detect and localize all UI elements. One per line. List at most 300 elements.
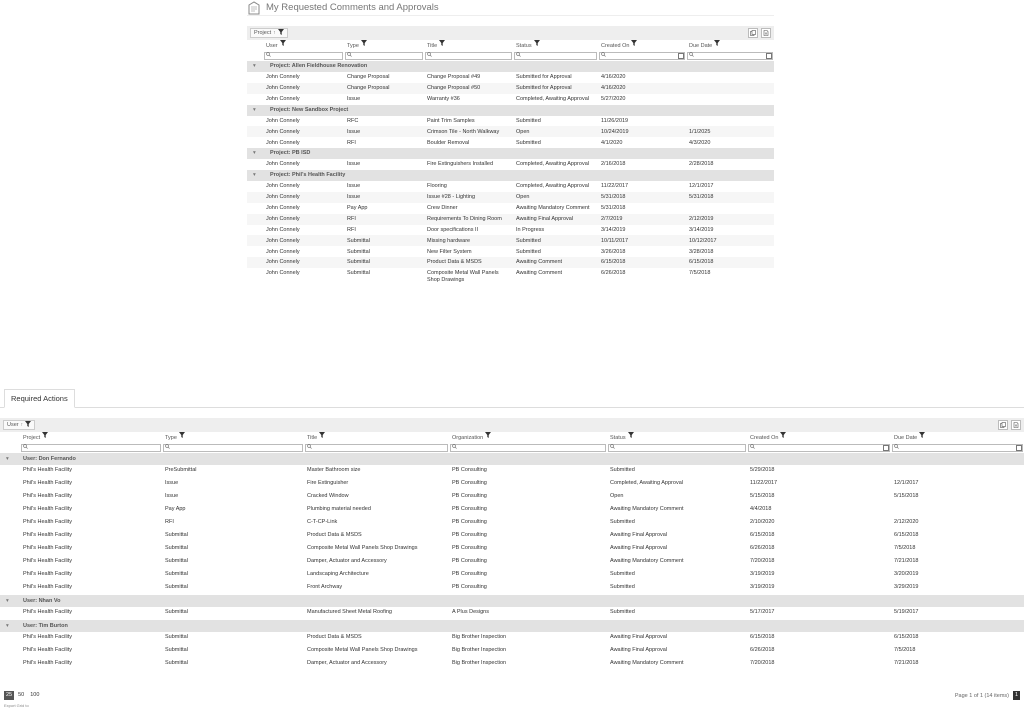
cell-organization: PB Consulting xyxy=(449,569,607,582)
cell-organization: PB Consulting xyxy=(449,517,607,530)
cell-type: Submittal xyxy=(162,569,304,582)
search-icon xyxy=(427,52,432,59)
table-row[interactable] xyxy=(0,465,1024,478)
column-header-user[interactable] xyxy=(263,40,344,52)
cell-status: Open xyxy=(607,491,747,504)
cell-due-date: 4/3/2020 xyxy=(686,137,774,148)
cell-title-link[interactable]: Cracked Window xyxy=(304,491,449,504)
cell-created-on: 5/17/2017 xyxy=(750,608,775,615)
search-icon xyxy=(23,444,28,451)
cell-user: John Connely xyxy=(263,83,344,94)
sort-up-icon: ↑ xyxy=(273,30,276,36)
cell-due-date: 7/21/2018 xyxy=(894,557,919,564)
group-row[interactable] xyxy=(247,105,774,116)
cell-title-link[interactable]: Composite Metal Wall Panels Shop Drawings xyxy=(424,268,513,285)
filter-type-input[interactable] xyxy=(345,52,423,60)
tab-strip xyxy=(0,389,1024,408)
cell-type: Pay App xyxy=(344,203,424,214)
cell-title-link[interactable]: Manufactured Sheet Metal Roofing xyxy=(307,608,392,615)
cell-project: Phil's Health Facility xyxy=(20,543,162,556)
required-actions-grid xyxy=(0,432,1024,671)
column-header-label: Title xyxy=(307,434,318,441)
table-row[interactable] xyxy=(247,203,774,214)
cell-created-on: 4/4/2018 xyxy=(750,505,772,512)
column-header-type[interactable] xyxy=(344,40,424,52)
group-chip-user[interactable] xyxy=(3,420,35,430)
filter-created-on-input[interactable] xyxy=(748,444,890,452)
tab-required-actions[interactable]: Required Actions xyxy=(4,389,75,408)
cell-type: Issue xyxy=(162,491,304,504)
cell-due-date: 3/20/2019 xyxy=(891,569,1024,582)
cell-title-link[interactable]: Damper, Actuator and Accessory xyxy=(307,659,387,666)
filter-icon[interactable] xyxy=(42,432,48,443)
row-spacer xyxy=(0,645,20,658)
filter-due-date-input[interactable] xyxy=(892,444,1023,452)
filter-project-input[interactable] xyxy=(21,444,161,452)
group-panel xyxy=(247,26,774,40)
group-cell xyxy=(247,61,774,72)
cell-type: Submittal xyxy=(344,246,424,257)
table-row[interactable] xyxy=(0,517,1024,530)
table-row[interactable] xyxy=(0,632,1024,645)
cell-due-date: 12/1/2017 xyxy=(686,181,774,192)
cell-title-link[interactable]: Requirements To Dining Room xyxy=(424,214,513,225)
cell-created-on: 10/11/2017 xyxy=(598,235,686,246)
row-spacer xyxy=(247,257,263,268)
row-spacer xyxy=(247,203,263,214)
cell-created-on: 6/15/2018 xyxy=(750,531,775,538)
table-row[interactable] xyxy=(247,137,774,148)
cell-title-link[interactable]: Crimson Tile - North Walkway xyxy=(424,126,513,137)
page-size-selector xyxy=(4,691,43,700)
group-cell xyxy=(247,170,774,181)
cell-due-date xyxy=(891,465,1024,478)
column-header-label: User xyxy=(266,42,278,49)
column-header-title[interactable] xyxy=(304,432,449,444)
table-row[interactable] xyxy=(0,478,1024,491)
cell-created-on: 6/26/2018 xyxy=(747,645,891,658)
search-icon xyxy=(165,444,170,451)
cell-type: Submittal xyxy=(165,583,188,590)
filter-due-date-input[interactable] xyxy=(687,52,773,60)
cell-status: Completed, Awaiting Approval xyxy=(513,94,598,105)
group-row[interactable] xyxy=(0,620,1024,632)
cell-created-on: 6/26/2018 xyxy=(747,543,891,556)
table-row[interactable] xyxy=(0,607,1024,620)
search-cell xyxy=(424,52,513,61)
cell-created-on: 3/19/2019 xyxy=(747,569,891,582)
cell-type: Submittal xyxy=(162,543,304,556)
cell-status: Submitted xyxy=(513,137,598,148)
column-header-created-on[interactable] xyxy=(598,40,686,52)
group-row[interactable] xyxy=(247,170,774,181)
search-cell xyxy=(607,444,747,453)
filter-icon[interactable] xyxy=(628,432,634,443)
search-cell xyxy=(304,444,449,453)
cell-created-on: 3/19/2019 xyxy=(750,583,775,590)
group-label: Project: New Sandbox Project xyxy=(270,106,349,113)
column-header-due-date[interactable] xyxy=(686,40,774,52)
row-spacer xyxy=(0,556,20,569)
cell-type: Submittal xyxy=(162,645,304,658)
table-row[interactable] xyxy=(247,268,774,285)
column-header-label: Created On xyxy=(750,434,779,441)
cell-due-date: 3/28/2018 xyxy=(686,246,774,257)
cell-project: Phil's Health Facility xyxy=(20,569,162,582)
filter-icon[interactable] xyxy=(485,432,491,443)
cell-project: Phil's Health Facility xyxy=(23,659,73,666)
filter-title-input[interactable] xyxy=(305,444,448,452)
calendar-icon[interactable] xyxy=(678,53,684,59)
cell-status: Awaiting Comment xyxy=(513,268,598,285)
cell-type: Issue xyxy=(344,126,424,137)
cell-due-date: 6/15/2018 xyxy=(894,531,919,538)
cell-title-link[interactable]: Missing hardware xyxy=(424,235,513,246)
cell-title-link[interactable]: Product Data & MSDS xyxy=(307,531,362,538)
cell-created-on: 6/26/2018 xyxy=(598,268,686,285)
cell-due-date: 6/15/2018 xyxy=(686,257,774,268)
filter-type-input[interactable] xyxy=(163,444,303,452)
row-spacer xyxy=(0,517,20,530)
table-row[interactable] xyxy=(0,504,1024,517)
group-row[interactable] xyxy=(247,61,774,72)
table-row[interactable] xyxy=(247,192,774,203)
cell-title-link[interactable]: Fire Extinguisher xyxy=(307,479,349,486)
cell-title-link[interactable]: Boulder Removal xyxy=(424,137,513,148)
cell-title-link[interactable]: Master Bathroom size xyxy=(304,465,449,478)
cell-status: Awaiting Mandatory Comment xyxy=(513,203,598,214)
row-spacer xyxy=(0,582,20,595)
table-row[interactable] xyxy=(247,159,774,170)
filter-icon[interactable] xyxy=(714,40,720,51)
table-row[interactable] xyxy=(247,235,774,246)
search-icon xyxy=(516,52,521,59)
row-spacer xyxy=(0,504,20,517)
page-size-50-button[interactable]: 50 xyxy=(18,692,25,698)
column-header-due-date[interactable] xyxy=(891,432,1024,444)
group-row[interactable] xyxy=(0,595,1024,607)
group-label: Project: Allen Fieldhouse Renovation xyxy=(270,62,368,69)
group-label: Project: Phil's Health Facility xyxy=(270,172,346,179)
column-header-status[interactable] xyxy=(513,40,598,52)
row-spacer xyxy=(247,116,263,127)
row-spacer xyxy=(247,126,263,137)
row-spacer xyxy=(0,632,20,645)
copy-icon xyxy=(1000,422,1006,428)
group-cell xyxy=(0,595,1024,607)
filter-status-input[interactable] xyxy=(608,444,746,452)
cell-organization: Big Brother Inspection xyxy=(452,659,507,666)
page-info: Page 1 of 1 (14 items) xyxy=(954,692,1009,699)
cell-title-link[interactable]: Crew Dinner xyxy=(424,203,513,214)
cell-project: Phil's Health Facility xyxy=(23,531,73,538)
cell-user: John Connely xyxy=(263,72,344,83)
collapse-caret-icon[interactable]: ▾ xyxy=(3,455,9,462)
table-row[interactable] xyxy=(247,225,774,236)
cell-title-link[interactable]: New Filter System xyxy=(424,246,513,257)
cell-user: John Connely xyxy=(263,116,344,127)
collapse-caret-icon[interactable]: ▾ xyxy=(3,597,9,604)
cell-title-link[interactable]: C-T-CP-Link xyxy=(304,517,449,530)
cell-project: Phil's Health Facility xyxy=(23,583,73,590)
cell-title-link[interactable]: Fire Extinguishers Installed xyxy=(424,159,513,170)
table-row[interactable] xyxy=(247,116,774,127)
cell-title-link[interactable]: Composite Metal Wall Panels Shop Drawings xyxy=(304,543,449,556)
cell-due-date: 2/28/2018 xyxy=(686,159,774,170)
export-button[interactable] xyxy=(761,28,771,38)
cell-status: In Progress xyxy=(513,225,598,236)
cell-due-date: 7/21/2018 xyxy=(894,659,919,666)
cell-title-link[interactable]: Change Proposal #49 xyxy=(424,72,513,83)
cell-user: John Connely xyxy=(263,257,344,268)
filter-icon[interactable] xyxy=(919,432,925,443)
group-label: Project: PB ISD xyxy=(270,150,311,157)
column-header-label: Title xyxy=(427,42,438,49)
column-header-created-on[interactable] xyxy=(747,432,891,444)
cell-type: Submittal xyxy=(344,235,424,246)
cell-created-on: 5/31/2018 xyxy=(598,192,686,203)
column-header-type[interactable] xyxy=(162,432,304,444)
cell-due-date: 2/12/2020 xyxy=(891,517,1024,530)
cell-created-on: 7/20/2018 xyxy=(750,557,775,564)
search-cell xyxy=(891,444,1024,453)
cell-project: Phil's Health Facility xyxy=(23,608,73,615)
cell-type: Change Proposal xyxy=(344,83,424,94)
column-header-organization[interactable] xyxy=(449,432,607,444)
cell-status: Completed, Awaiting Approval xyxy=(610,479,683,486)
cell-title-link[interactable]: Plumbing material needed xyxy=(307,505,371,512)
column-chooser-button[interactable] xyxy=(748,28,758,38)
cell-type: Submittal xyxy=(165,608,188,615)
header-spacer xyxy=(247,40,263,52)
column-header-title[interactable] xyxy=(424,40,513,52)
group-row[interactable] xyxy=(0,453,1024,465)
group-row[interactable] xyxy=(247,148,774,159)
row-spacer xyxy=(247,192,263,203)
row-spacer xyxy=(0,465,20,478)
cell-due-date xyxy=(686,203,774,214)
group-cell xyxy=(247,148,774,159)
column-header-project[interactable] xyxy=(20,432,162,444)
cell-due-date: 12/1/2017 xyxy=(894,479,919,486)
row-spacer xyxy=(0,543,20,556)
filter-icon[interactable] xyxy=(179,432,185,443)
filter-icon[interactable] xyxy=(319,432,325,443)
group-chip-label: Project xyxy=(254,30,272,36)
filter-status-input[interactable] xyxy=(514,52,597,60)
cell-title-link[interactable]: Change Proposal #50 xyxy=(424,83,513,94)
cell-project: Phil's Health Facility xyxy=(20,645,162,658)
cell-organization: Big Brother Inspection xyxy=(449,645,607,658)
table-row[interactable] xyxy=(247,94,774,105)
page-size-25-button[interactable]: 25 xyxy=(6,692,13,698)
cell-status: Awaiting Final Approval xyxy=(610,633,668,640)
search-cell xyxy=(747,444,891,453)
cell-created-on: 11/26/2019 xyxy=(598,116,686,127)
cell-created-on: 5/27/2020 xyxy=(598,94,686,105)
cell-title-link[interactable]: Door specifications II xyxy=(424,225,513,236)
filter-organization-input[interactable] xyxy=(450,444,606,452)
cell-type: Pay App xyxy=(165,505,186,512)
filter-icon[interactable] xyxy=(280,40,286,51)
table-row[interactable] xyxy=(0,645,1024,658)
collapse-caret-icon[interactable]: ▾ xyxy=(250,150,256,157)
table-row[interactable] xyxy=(0,582,1024,595)
filter-icon[interactable] xyxy=(780,432,786,443)
group-label: User: Nhan Vo xyxy=(23,597,61,604)
collapse-caret-icon[interactable]: ▾ xyxy=(250,62,256,69)
cell-created-on: 2/7/2019 xyxy=(598,214,686,225)
row-spacer xyxy=(0,607,20,620)
cell-status: Submitted xyxy=(610,608,635,615)
cell-organization: PB Consulting xyxy=(449,543,607,556)
cell-project: Phil's Health Facility xyxy=(20,517,162,530)
cell-status: Submitted xyxy=(607,465,747,478)
column-header-label: Status xyxy=(516,42,532,49)
cell-due-date: 6/15/2018 xyxy=(894,633,919,640)
search-icon xyxy=(266,52,271,59)
export-note: Export Grid to xyxy=(4,703,29,708)
cell-organization: PB Consulting xyxy=(452,479,487,486)
row-spacer xyxy=(0,491,20,504)
cell-project: Phil's Health Facility xyxy=(20,465,162,478)
requested-grid xyxy=(247,40,774,285)
cell-type: Submittal xyxy=(344,268,424,285)
cell-due-date: 3/14/2019 xyxy=(686,225,774,236)
group-chip-project[interactable] xyxy=(250,28,288,38)
collapse-caret-icon[interactable]: ▾ xyxy=(250,106,256,113)
export-button[interactable] xyxy=(1011,420,1021,430)
column-header-status[interactable] xyxy=(607,432,747,444)
cell-status: Awaiting Final Approval xyxy=(610,531,668,538)
page-number-button[interactable]: 1 xyxy=(1014,692,1019,698)
cell-due-date: 7/5/2018 xyxy=(686,268,774,285)
page-size-100-button[interactable]: 100 xyxy=(30,692,40,698)
filter-icon[interactable] xyxy=(25,421,31,429)
cell-title-link[interactable]: Flooring xyxy=(424,181,513,192)
table-row[interactable] xyxy=(0,530,1024,543)
cell-project: Phil's Health Facility xyxy=(23,505,73,512)
cell-organization: PB Consulting xyxy=(452,583,487,590)
cell-user: John Connely xyxy=(263,268,344,285)
cell-user: John Connely xyxy=(263,203,344,214)
cell-created-on: 11/22/2017 xyxy=(598,181,686,192)
widget-title: My Requested Comments and Approvals xyxy=(266,2,439,13)
cell-created-on: 7/20/2018 xyxy=(750,659,775,666)
cell-created-on: 4/16/2020 xyxy=(598,72,686,83)
search-cell xyxy=(263,52,344,61)
column-header-label: Created On xyxy=(601,42,630,49)
cell-type: Issue xyxy=(344,192,424,203)
table-row[interactable] xyxy=(0,556,1024,569)
calendar-icon[interactable] xyxy=(766,53,772,59)
table-row[interactable] xyxy=(0,543,1024,556)
row-spacer xyxy=(247,235,263,246)
calendar-icon[interactable] xyxy=(1016,445,1022,451)
cell-due-date xyxy=(686,83,774,94)
filter-created-on-input[interactable] xyxy=(599,52,685,60)
table-row[interactable] xyxy=(247,257,774,268)
search-cell xyxy=(513,52,598,61)
search-icon xyxy=(610,444,615,451)
table-row[interactable] xyxy=(247,72,774,83)
cell-user: John Connely xyxy=(263,159,344,170)
filter-icon[interactable] xyxy=(361,40,367,51)
group-cell xyxy=(0,620,1024,632)
sort-up-icon: ↑ xyxy=(20,422,24,428)
cell-project: Phil's Health Facility xyxy=(23,633,73,640)
collapse-caret-icon[interactable]: ▾ xyxy=(250,172,256,179)
collapse-caret-icon[interactable]: ▾ xyxy=(3,622,9,629)
column-chooser-button[interactable] xyxy=(998,420,1008,430)
filter-icon[interactable] xyxy=(439,40,445,51)
cell-title-link[interactable]: Issue #28 - Lighting xyxy=(424,192,513,203)
filter-user-input[interactable] xyxy=(264,52,343,60)
calendar-icon[interactable] xyxy=(883,445,889,451)
cell-type: Submittal xyxy=(165,659,188,666)
cell-created-on: 5/29/2018 xyxy=(747,465,891,478)
table-row[interactable] xyxy=(247,246,774,257)
cell-type: RFI xyxy=(162,517,304,530)
table-row[interactable] xyxy=(0,491,1024,504)
filter-icon[interactable] xyxy=(534,40,540,51)
cell-title-link[interactable]: Product Data & MSDS xyxy=(307,633,362,640)
cell-status: Submitted xyxy=(513,116,598,127)
cell-title-link[interactable]: Landscaping Architecture xyxy=(304,569,449,582)
search-spacer xyxy=(0,444,20,453)
column-header-label: Status xyxy=(610,434,626,441)
column-header-label: Organization xyxy=(452,434,484,441)
cell-created-on: 4/16/2020 xyxy=(598,83,686,94)
cell-user: John Connely xyxy=(263,94,344,105)
requested-comments-widget xyxy=(247,0,774,285)
cell-type: Submittal xyxy=(165,531,188,538)
search-icon xyxy=(689,52,694,59)
cell-created-on: 2/10/2020 xyxy=(747,517,891,530)
row-spacer xyxy=(0,658,20,671)
table-row[interactable] xyxy=(0,569,1024,582)
cell-title-link[interactable]: Composite Metal Wall Panels Shop Drawings xyxy=(304,645,449,658)
table-row[interactable] xyxy=(247,214,774,225)
column-header-label: Due Date xyxy=(894,434,918,441)
table-row[interactable] xyxy=(247,126,774,137)
row-spacer xyxy=(247,225,263,236)
cell-due-date: 5/15/2018 xyxy=(891,491,1024,504)
cell-created-on: 6/15/2018 xyxy=(598,257,686,268)
cell-title-link[interactable]: Product Data & MSDS xyxy=(424,257,513,268)
filter-title-input[interactable] xyxy=(425,52,512,60)
filter-icon[interactable] xyxy=(278,29,284,37)
cell-title-link[interactable]: Damper, Actuator and Accessory xyxy=(307,557,387,564)
row-spacer xyxy=(247,137,263,148)
table-row[interactable] xyxy=(247,83,774,94)
cell-organization: Big Brother Inspection xyxy=(452,633,507,640)
cell-title-link[interactable]: Front Archway xyxy=(307,583,343,590)
cell-title-link[interactable]: Warranty #36 xyxy=(424,94,513,105)
search-cell xyxy=(162,444,304,453)
cell-status: Submitted for Approval xyxy=(513,72,598,83)
table-row[interactable] xyxy=(0,658,1024,671)
cell-title-link[interactable]: Paint Trim Samples xyxy=(424,116,513,127)
cell-status: Awaiting Comment xyxy=(513,257,598,268)
search-spacer xyxy=(247,52,263,61)
row-spacer xyxy=(0,569,20,582)
cell-created-on: 3/26/2018 xyxy=(598,246,686,257)
table-row[interactable] xyxy=(247,181,774,192)
cell-type: RFI xyxy=(344,214,424,225)
cell-organization: PB Consulting xyxy=(449,465,607,478)
filter-icon[interactable] xyxy=(631,40,637,51)
